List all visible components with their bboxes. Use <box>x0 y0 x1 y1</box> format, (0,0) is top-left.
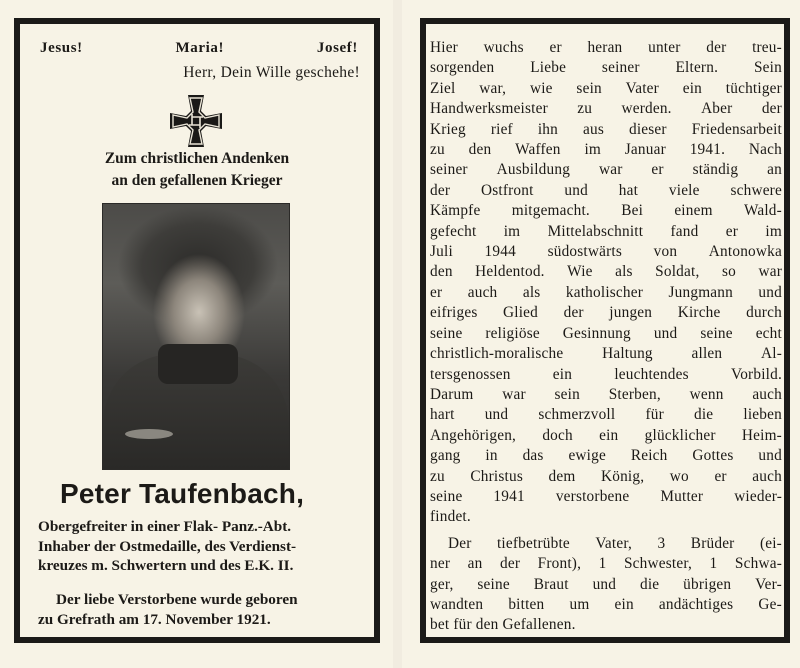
bio-line: seine religiöse Gesinnung und seine echt <box>430 324 782 342</box>
biography-text <box>430 38 782 636</box>
bio-line: bet für den Gefallenen. <box>430 616 576 634</box>
bio-line: tersgenossen ein leuchtendes Vorbild. <box>430 365 782 383</box>
rank-line-2: Inhaber der Ostmedaille, des Verdienst- <box>38 537 297 555</box>
bio-line: den Heldentod. Wie als Soldat, so war <box>430 263 782 281</box>
bio-line: er auch als katholischer Jungmann und <box>430 283 782 301</box>
invocation-jesus: Jesus! <box>40 40 83 56</box>
bio-line: Juli 1944 südostwärts von Antonowka <box>430 243 782 261</box>
bio-line: findet. <box>430 508 471 526</box>
memorial-card-back <box>402 0 800 668</box>
memorial-card-front <box>0 0 393 668</box>
birth-info <box>38 590 360 629</box>
bio-line: seiner Ausbildung war er ständig an <box>430 161 782 179</box>
bio-line: Handwerksmeister zu werden. Aber der <box>430 100 782 118</box>
deceased-name: Peter Taufenbach, <box>60 478 305 509</box>
invocation-line <box>40 40 358 57</box>
bio-line: eifriges Glied der jungen Kirche durch <box>430 304 782 322</box>
invocation-maria: Maria! <box>175 40 225 56</box>
birth-line-2: zu Grefrath am 17. November 1921. <box>38 610 271 628</box>
rank-line-1: Obergefreiter in einer Flak- Panz.-Abt. <box>38 518 292 535</box>
bio-line: ger, seine Braut und die übrigen Ver- <box>430 575 782 593</box>
bio-line: seine 1941 verstorbene Mutter wieder- <box>430 487 782 505</box>
bio-line: wandten bitten um ein andächtiges Ge- <box>430 595 782 613</box>
bio-line: der Ostfront und hat viele schwere <box>430 181 782 199</box>
rank-line-3: kreuzes m. Schwertern und des E.K. II. <box>38 557 294 574</box>
bio-line: ner an der Front), 1 Schwester, 1 Schwa- <box>430 555 782 573</box>
bio-line: zu Christus dem König, wo er auch <box>430 467 782 485</box>
bio-line: christlich-moralische Haltung allen Al- <box>430 345 782 363</box>
bio-line: gefecht im Mittelabschnitt fand er im <box>430 222 782 240</box>
invocation-josef: Josef! <box>316 40 358 56</box>
bio-line: gang in das ewige Reich Gottes und <box>430 447 782 465</box>
bio-line: Angehörigen, doch ein glücklicher Heim- <box>430 426 782 444</box>
iron-cross-icon <box>168 93 224 149</box>
bio-line: Ziel war, wie sein Vater ein tüchtiger <box>430 79 782 97</box>
prayer-line: Herr, Dein Wille geschehe! <box>183 64 360 81</box>
bio-line: Hier wuchs er heran unter der treu- <box>430 39 782 56</box>
birth-line-1: Der liebe Verstorbene wurde geboren <box>56 591 298 608</box>
bio-line: Krieg rief ihn aus dieser Friedensarbeit <box>430 120 782 138</box>
rank-and-decorations <box>38 517 360 576</box>
bio-line: zu den Waffen im Januar 1941. Nach <box>430 141 782 159</box>
memorial-line-1: Zum christlichen Andenken <box>104 150 290 167</box>
bio-line: Der tiefbetrübte Vater, 3 Brüder (ei- <box>448 534 782 552</box>
bio-line: hart und schmerzvoll für die lieben <box>430 406 782 424</box>
memorial-heading <box>60 148 334 192</box>
bio-line: Kämpfe mitgemacht. Bei einem Wald- <box>430 202 782 220</box>
memorial-line-2: an den gefallenen Krieger <box>111 172 283 189</box>
bio-line: sorgenden Liebe seiner Eltern. Sein <box>430 59 782 77</box>
soldier-portrait-photo <box>102 203 290 470</box>
bio-line: Darum war sein Sterben, wenn auch <box>430 385 782 403</box>
